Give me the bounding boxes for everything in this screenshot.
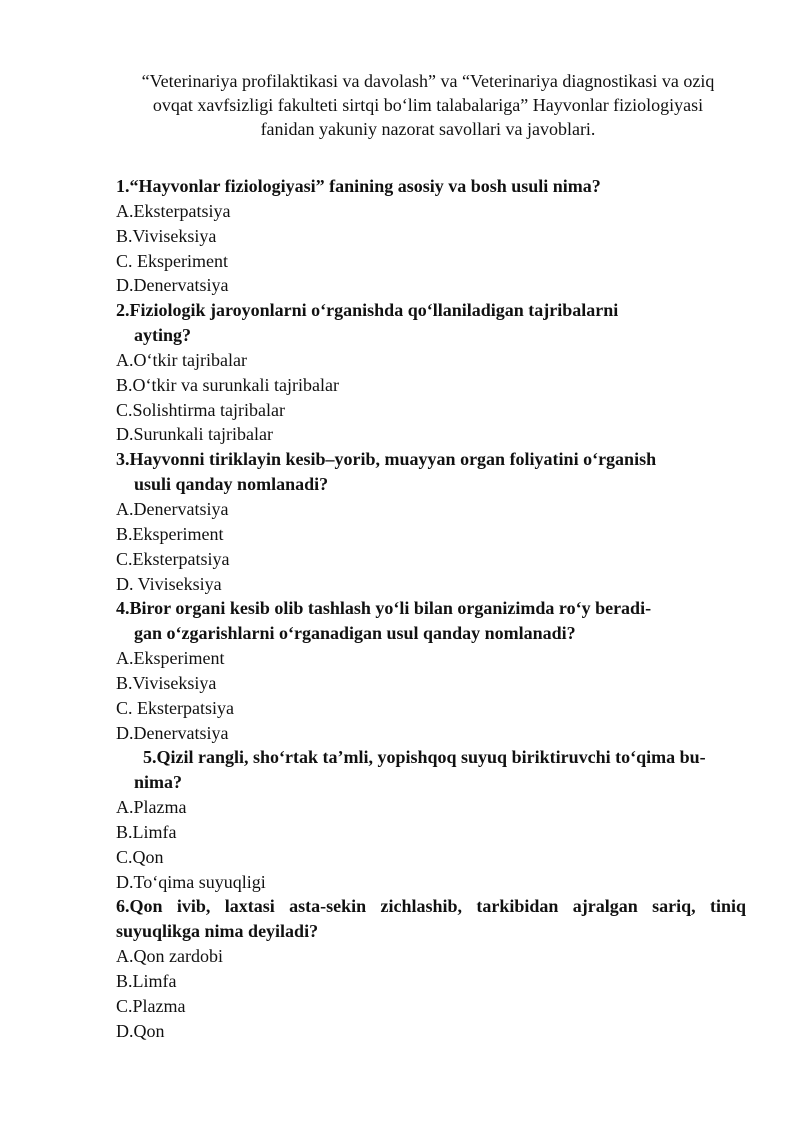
question-block	[116, 447, 746, 596]
title-line: fanidan yakuniy nazorat savollari va javoblari.	[260, 119, 596, 139]
document-title	[110, 69, 746, 141]
question-block	[116, 298, 746, 447]
answer-option: B.Viviseksiya	[116, 672, 217, 693]
question-text	[116, 174, 746, 199]
question-block	[116, 894, 746, 1043]
question-block	[116, 174, 746, 298]
question-line: nima?	[134, 772, 183, 793]
question-text	[116, 447, 746, 497]
answer-option: B.Limfa	[116, 971, 177, 991]
question-list	[116, 174, 746, 1044]
answer-option: D.Qon	[116, 1020, 165, 1041]
question-block	[116, 596, 746, 745]
question-line: 5.Qizil rangli, sho‘rtak ta’mli, yopishqoq suyuq biriktiruvchi to‘qima bu-	[143, 747, 706, 768]
answer-option: D.To‘qima suyuqligi	[116, 871, 266, 892]
question-line: 3.Hayvonni tiriklayin kesib–yorib, muayyan organ foliyatini o‘rganish	[116, 449, 657, 470]
answer-option: C. Eksperiment	[116, 250, 228, 271]
question-line: ayting?	[134, 325, 192, 346]
answer-option: C.Solishtirma tajribalar	[116, 399, 285, 420]
answer-option: B.Eksperiment	[116, 523, 224, 544]
answer-option: D.Denervatsiya	[116, 722, 229, 743]
question-line: suyuqlikga nima deyiladi?	[116, 921, 319, 942]
question-text	[116, 745, 746, 795]
question-text	[116, 596, 746, 646]
answer-option: C. Eksterpatsiya	[116, 697, 234, 718]
answer-option: D. Viviseksiya	[116, 573, 222, 594]
question-text	[116, 298, 746, 348]
answer-option: A.Eksperiment	[116, 648, 225, 669]
answer-option: B.Limfa	[116, 821, 177, 842]
question-line: 1.“Hayvonlar fiziologiyasi” fanining asosiy va bosh usuli nima?	[116, 176, 601, 196]
answer-option: A.Denervatsiya	[116, 498, 229, 519]
question-line: gan o‘zgarishlarni o‘rganadigan usul qanday nomlanadi?	[134, 623, 576, 644]
answer-option: C.Eksterpatsiya	[116, 548, 230, 569]
answer-option: C.Qon	[116, 846, 164, 867]
answer-option: A.Qon zardobi	[116, 946, 223, 967]
answer-option: A.O‘tkir tajribalar	[116, 349, 247, 370]
answer-option: D.Surunkali tajribalar	[116, 424, 273, 445]
title-line: “Veterinariya profilaktikasi va davolash” va “Veterinariya diagnostikasi va oziq	[141, 71, 715, 91]
answer-option: A.Eksterpatsiya	[116, 200, 231, 221]
question-text	[116, 894, 746, 944]
answer-option: B.Viviseksiya	[116, 225, 217, 246]
answer-option: D.Denervatsiya	[116, 275, 229, 296]
answer-option: C.Plazma	[116, 995, 186, 1016]
answer-option: A.Plazma	[116, 797, 187, 818]
question-line: usuli qanday nomlanadi?	[134, 474, 329, 495]
question-line: 2.Fiziologik jaroyonlarni o‘rganishda qo‘llaniladigan tajribalarni	[116, 300, 619, 321]
title-line: ovqat xavfsizligi fakulteti sirtqi bo‘lim talabalariga” Hayvonlar fiziologiyasi	[152, 95, 704, 115]
question-line: 4.Biror organi kesib olib tashlash yo‘li bilan organizimda ro‘y beradi-	[116, 598, 652, 619]
question-block	[116, 745, 746, 894]
question-line: 6.Qon ivib, laxtasi asta-sekin zichlashib, tarkibidan ajralgan sariq, tiniq	[116, 896, 746, 917]
answer-option: B.O‘tkir va surunkali tajribalar	[116, 374, 339, 395]
